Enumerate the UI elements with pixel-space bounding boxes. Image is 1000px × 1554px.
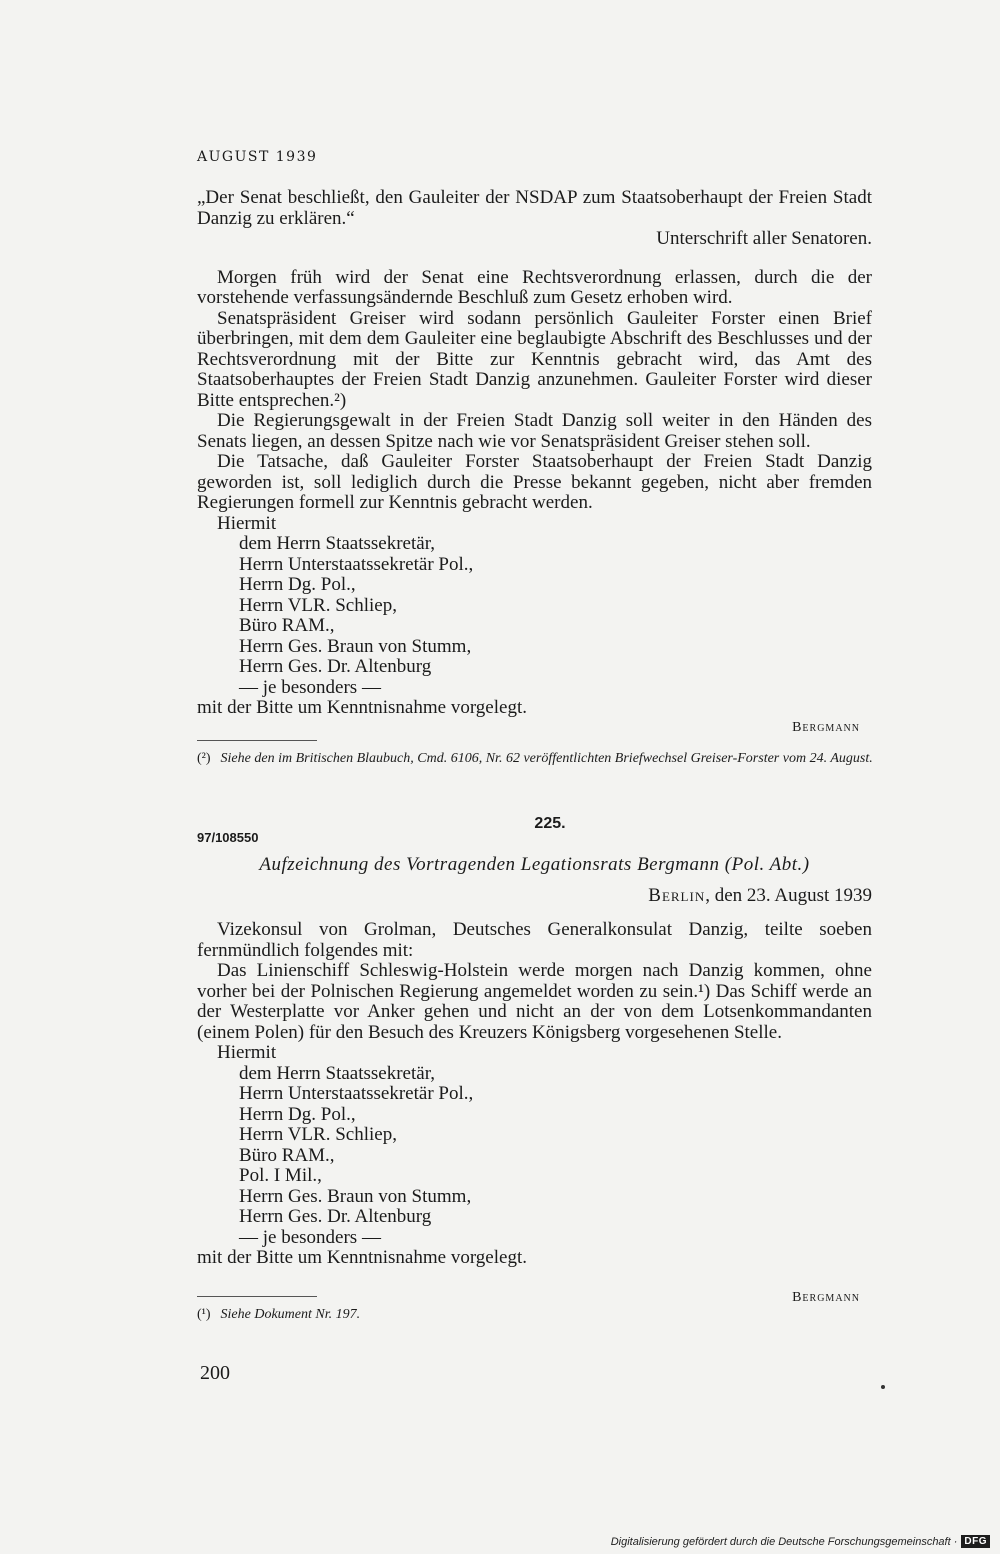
footnote — [197, 1306, 877, 1323]
footnote — [197, 750, 877, 767]
signature: Bergmann — [792, 720, 860, 735]
recipient: Herrn Dg. Pol., — [239, 1103, 356, 1125]
document-title: Aufzeichnung des Vortragenden Legationsrats Bergmann (Pol. Abt.) — [259, 854, 810, 875]
dateline-date: , den 23. August 1939 — [705, 885, 872, 906]
recipient: Herrn VLR. Schliep, — [239, 594, 397, 616]
recipient: Herrn VLR. Schliep, — [239, 1124, 397, 1145]
dfg-logo: DFG — [961, 1535, 990, 1548]
footnote-mark: (²) — [197, 751, 211, 766]
footnote-rule — [197, 1296, 317, 1297]
footnote-text: Siehe Dokument Nr. 197. — [220, 1307, 361, 1322]
hiermit-label: Hiermit — [217, 1042, 277, 1063]
dateline — [197, 885, 872, 907]
resolution-quote: „Der Senat beschließt, den Gauleiter der NSDAP zum Staatsoberhaupt der Freien Stadt Danzig zu erklären.“ — [197, 187, 872, 229]
recipient-note: — je besonders — — [239, 1226, 381, 1248]
paragraph: Die Tatsache, daß Gauleiter Forster Staatsoberhaupt der Freien Stadt Danzig geworden ist, soll lediglich durch die Presse bekannt gegeben, nicht aber fremden Regierungen formell zur Kenntnis gebracht werden. — [197, 451, 872, 513]
running-header: AUGUST 1939 — [197, 149, 318, 165]
recipient: Herrn Dg. Pol., — [239, 574, 356, 595]
footnote-text: Siehe den im Britischen Blaubuch, Cmd. 6106, Nr. 62 veröffentlichten Briefwechsel Greiser-Forster vom 24. August. — [220, 751, 873, 766]
footnote-rule — [197, 740, 317, 741]
funding-credit — [611, 1535, 990, 1548]
closing-line: mit der Bitte um Kenntnisnahme vorgelegt. — [197, 697, 527, 718]
recipient: Herrn Unterstaatssekretär Pol., — [239, 553, 474, 575]
signature: Bergmann — [792, 1290, 860, 1305]
paragraph: Senatspräsident Greiser wird sodann persönlich Gauleiter Forster einen Brief überbringen, mit dem dem Gauleiter eine beglaubigte Abschrift des Beschlusses und der Rechtsverordnung mit der Bitte zur Kenntnis gebracht wird, das Amt des Staatsoberhauptes der Freien Stadt Danzig anzunehmen. Gauleiter Forster wird dieser Bitte entsprechen.²) — [197, 307, 872, 411]
recipient: dem Herrn Staatssekretär, — [239, 533, 436, 554]
recipient: Herrn Ges. Braun von Stumm, — [239, 1185, 472, 1207]
recipient: Herrn Ges. Dr. Altenburg — [239, 656, 432, 677]
recipient: Pol. I Mil., — [239, 1165, 322, 1186]
recipient: Herrn Ges. Dr. Altenburg — [239, 1206, 432, 1227]
paragraph: Vizekonsul von Grolman, Deutsches Generalkonsulat Danzig, teilte soeben fernmündlich folgendes mit: — [197, 919, 872, 961]
hiermit-label: Hiermit — [217, 512, 277, 534]
paragraph: Das Linienschiff Schleswig-Holstein werde morgen nach Danzig kommen, ohne vorher bei der Polnischen Regierung angemeldet worden zu sein.¹) Das Schiff werde an der Westerplatte vor Anker gehen und nicht an der von dem Lotsenkommandanten (einem Polen) für den Besuch des Kreuzers Königsberg vorgesehenen Stelle. — [197, 960, 872, 1043]
body-block-2 — [197, 920, 872, 1269]
dateline-place: Berlin — [648, 885, 706, 906]
recipient: Büro RAM., — [239, 615, 335, 636]
scan-speck — [881, 1385, 885, 1389]
body-block-1 — [197, 188, 872, 719]
recipient: Herrn Ges. Braun von Stumm, — [239, 635, 472, 657]
paragraph: Morgen früh wird der Senat eine Rechtsverordnung erlassen, durch die der vorstehende verfassungsändernde Beschluß zum Gesetz erhoben wird. — [197, 266, 872, 308]
quote-signature: Unterschrift aller Senatoren. — [656, 228, 872, 249]
recipient-note: — je besonders — — [239, 676, 381, 698]
closing-line: mit der Bitte um Kenntnisnahme vorgelegt. — [197, 1247, 527, 1268]
paragraph: Die Regierungsgewalt in der Freien Stadt Danzig soll weiter in den Händen des Senats liegen, an dessen Spitze nach wie vor Senatspräsident Greiser stehen soll. — [197, 410, 872, 452]
recipient: Herrn Unterstaatssekretär Pol., — [239, 1083, 474, 1104]
funding-note: Digitalisierung gefördert durch die Deutsche Forschungsgemeinschaft · — [610, 1535, 958, 1548]
archive-reference: 97/108550 — [197, 830, 259, 845]
recipient: dem Herrn Staatssekretär, — [239, 1062, 436, 1084]
page-number: 200 — [200, 1362, 230, 1384]
footnote-mark: (¹) — [197, 1307, 211, 1322]
recipient: Büro RAM., — [239, 1144, 335, 1166]
document-number: 225. — [534, 815, 566, 832]
